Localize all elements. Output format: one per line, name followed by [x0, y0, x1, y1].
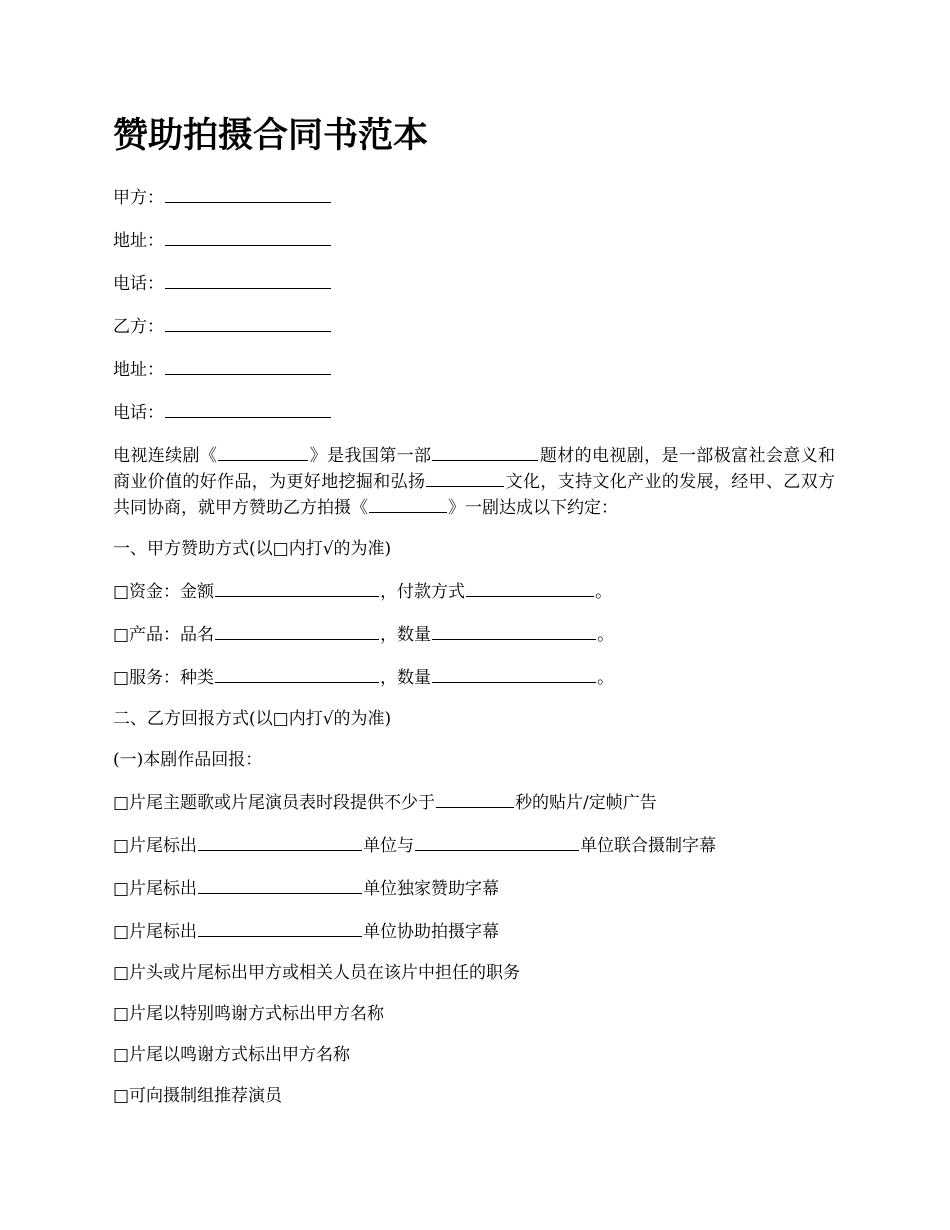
fill-blank[interactable] [165, 356, 331, 375]
fill-blank[interactable] [432, 664, 596, 683]
intro-paragraph [113, 442, 835, 520]
option-text: □资金：金额 [113, 582, 215, 602]
option-text: 单位协助拍摄字幕 [363, 922, 500, 942]
sponsor-option-funds [113, 578, 835, 604]
party-b-field [113, 313, 835, 339]
subsection-heading: (一)本剧作品回报： [113, 750, 263, 770]
return-option-thanks: □片尾以鸣谢方式标出甲方名称 [113, 1045, 351, 1065]
section-heading: 一、甲方赞助方式(以□内打√的为准) [113, 539, 392, 559]
option-text: □片尾标出 [113, 879, 198, 899]
option-text: 单位与 [363, 836, 415, 856]
option-text: 单位独家赞助字幕 [363, 879, 500, 899]
fill-blank[interactable] [165, 184, 331, 203]
field-label: 地址： [113, 360, 164, 380]
fill-blank[interactable] [165, 270, 331, 289]
document-page [113, 112, 835, 1125]
return-option-exclusive-credit [113, 875, 835, 901]
return-option-special-thanks: □片尾以特别鸣谢方式标出甲方名称 [113, 1004, 385, 1024]
fill-blank[interactable] [466, 578, 594, 597]
intro-text: 电视连续剧《 [113, 446, 218, 466]
field-label: 甲方： [113, 188, 164, 208]
party-b-address-field [113, 356, 835, 382]
intro-text: 题材的电视剧，是一部极富社会意义和商业价值的好作品，为更好地挖掘和弘扬 [113, 446, 836, 492]
fill-blank[interactable] [426, 468, 504, 487]
fill-blank[interactable] [198, 875, 362, 894]
intro-text: 文化，支持文化产业的发展，经甲、乙双方共同协商，就甲方赞助乙方拍摄《 [113, 472, 836, 518]
fill-blank[interactable] [432, 442, 538, 461]
fill-blank[interactable] [215, 664, 379, 683]
sponsor-option-products [113, 621, 835, 647]
sponsor-option-services [113, 664, 835, 690]
fill-blank[interactable] [165, 227, 331, 246]
option-text: 。 [597, 668, 615, 688]
field-label: 电话： [113, 274, 164, 294]
return-option-joint-credit [113, 832, 835, 858]
return-option-recommend-actor: □可向摄制组推荐演员 [113, 1086, 283, 1106]
fill-blank[interactable] [215, 578, 379, 597]
option-text: ，数量 [380, 625, 432, 645]
fill-blank[interactable] [215, 621, 379, 640]
return-option-ad [113, 789, 835, 815]
fill-blank[interactable] [432, 621, 596, 640]
option-text: 秒的贴片/定帧广告 [515, 793, 657, 813]
return-option-assist-credit [113, 918, 835, 944]
field-label: 乙方： [113, 317, 164, 337]
option-text: 。 [595, 582, 613, 602]
option-text: □片尾标出 [113, 922, 198, 942]
option-text: ，付款方式 [380, 582, 466, 602]
field-label: 地址： [113, 231, 164, 251]
party-b-phone-field [113, 399, 835, 425]
option-text: 单位联合摄制字幕 [580, 836, 717, 856]
fill-blank[interactable] [218, 442, 308, 461]
party-a-field [113, 184, 835, 210]
option-text: ，数量 [380, 668, 432, 688]
fill-blank[interactable] [369, 494, 447, 513]
fill-blank[interactable] [198, 832, 362, 851]
fill-blank[interactable] [165, 313, 331, 332]
fill-blank[interactable] [198, 918, 362, 937]
option-text: □服务：种类 [113, 668, 215, 688]
option-text: □片尾主题歌或片尾演员表时段提供不少于 [113, 793, 436, 813]
fill-blank[interactable] [436, 789, 514, 808]
intro-text: 》是我国第一部 [309, 446, 432, 466]
option-text: □产品：品名 [113, 625, 215, 645]
field-label: 电话： [113, 403, 164, 423]
fill-blank[interactable] [415, 832, 579, 851]
section-heading: 二、乙方回报方式(以□内打√的为准) [113, 709, 392, 729]
option-text: □片尾标出 [113, 836, 198, 856]
party-a-phone-field [113, 270, 835, 296]
return-option-title-credit: □片头或片尾标出甲方或相关人员在该片中担任的职务 [113, 963, 521, 983]
document-title: 赞助拍摄合同书范本 [113, 115, 429, 156]
fill-blank[interactable] [165, 399, 331, 418]
option-text: 。 [597, 625, 615, 645]
party-a-address-field [113, 227, 835, 253]
intro-text: 》一剧达成以下约定： [448, 498, 618, 518]
